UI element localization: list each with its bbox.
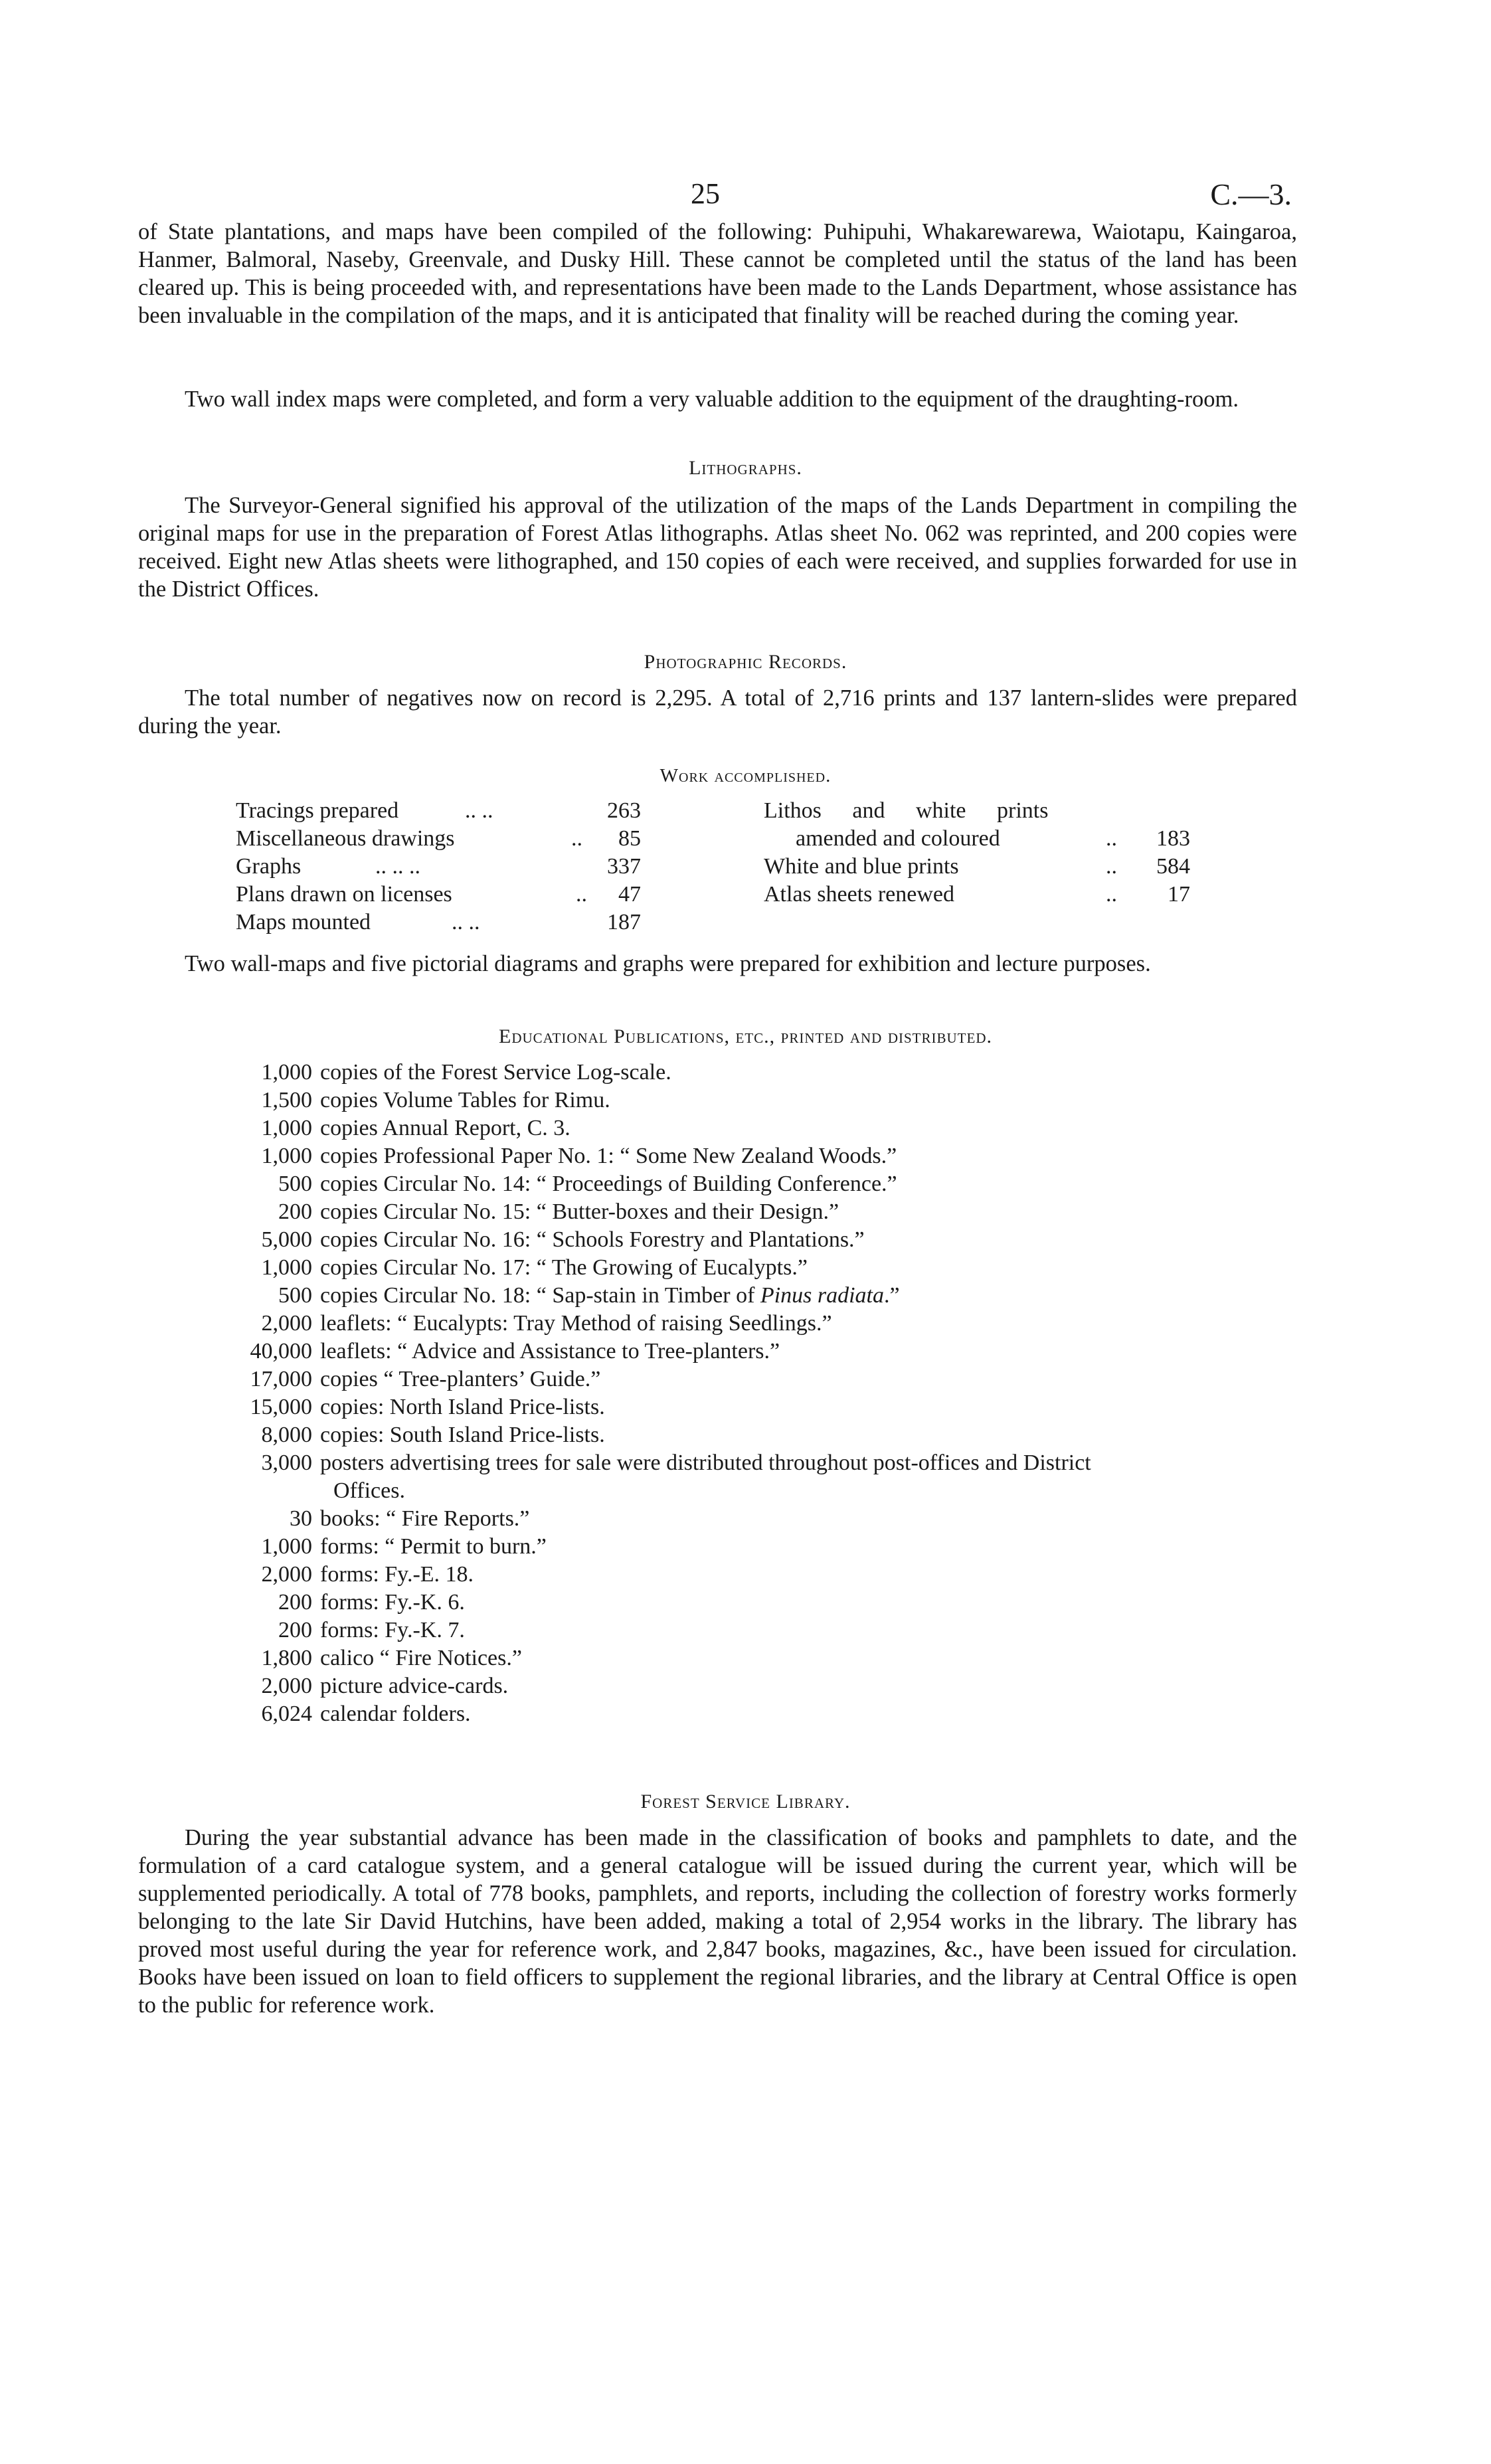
item-text: copies Annual Report, C. 3. <box>320 1116 570 1140</box>
work-label: Lithos and white prints <box>764 798 1049 823</box>
work-label: Maps mounted <box>236 910 371 934</box>
item-text: books: “ Fire Reports.” <box>320 1506 530 1531</box>
leader-dots: .. .. .. <box>375 854 420 879</box>
item-text: calico “ Fire Notices.” <box>320 1646 522 1670</box>
work-table-left <box>236 797 674 936</box>
item-text: copies Circular No. 17: “ The Growing of Eucalypts.” <box>320 1255 808 1280</box>
item-text-continuation: Offices. <box>333 1478 405 1503</box>
list-item <box>199 1644 1302 1672</box>
item-text: copies Professional Paper No. 1: “ Some New Zealand Woods.” <box>320 1144 897 1168</box>
list-item <box>199 1505 1302 1533</box>
item-text: copies Circular No. 16: “ Schools Forestry and Plantations.” <box>320 1227 865 1252</box>
item-text: forms: “ Permit to burn.” <box>320 1534 547 1559</box>
list-item <box>199 1087 1302 1114</box>
list-item <box>199 1170 1302 1198</box>
item-quantity: 500 <box>278 1283 312 1308</box>
work-label: Miscellaneous drawings <box>236 826 455 851</box>
library-heading: Forest Service Library. <box>640 1791 851 1812</box>
item-text: copies: North Island Price-lists. <box>320 1395 605 1419</box>
item-quantity: 5,000 <box>261 1227 312 1252</box>
list-item <box>199 1059 1302 1087</box>
item-text-main: posters advertising trees for sale were distributed throughout post-offices and District <box>320 1451 1091 1475</box>
item-quantity: 6,024 <box>261 1702 312 1726</box>
intro-paragraph-2: Two wall index maps were completed, and form a very valuable addition to the equipment of the draughting-room. <box>185 387 1239 412</box>
list-item <box>199 1365 1302 1393</box>
report-reference: C.—3. <box>1210 177 1292 211</box>
item-text: forms: Fy.-K. 7. <box>320 1618 465 1642</box>
work-label: amended and coloured <box>796 826 1000 851</box>
item-quantity: 200 <box>278 1590 312 1615</box>
leader-dots: .. <box>1106 826 1117 851</box>
item-text: copies Circular No. 15: “ Butter-boxes and their Design.” <box>320 1199 839 1224</box>
intro-paragraph-1: of State plantations, and maps have been compiled of the following: Puhipuhi, Whakarewarewa, Waiotapu, Kaingaroa, Hanmer, Balmoral, Naseby, Greenvale, and Dusky Hill. These cannot be completed until the status of the land has been cleared up. This is being proceeded with, and representations have been made to the Lands Department, whose assistance has been invaluable in the compilation of the maps, and it is anticipated that finality will be reached during the coming year. <box>138 219 1297 328</box>
item-quantity: 200 <box>278 1199 312 1224</box>
work-row <box>236 853 674 881</box>
work-value: 47 <box>618 882 641 907</box>
list-item <box>199 1338 1302 1365</box>
item-quantity: 40,000 <box>250 1339 312 1364</box>
list-item <box>199 1282 1302 1310</box>
list-item <box>199 1114 1302 1142</box>
page-number: 25 <box>691 177 720 210</box>
leader-dots: .. <box>1106 854 1117 879</box>
leader-dots: .. <box>576 882 587 907</box>
list-item <box>199 1561 1302 1589</box>
work-row <box>236 909 674 936</box>
work-label: Graphs <box>236 854 302 879</box>
item-quantity: 30 <box>290 1506 312 1531</box>
item-quantity: 17,000 <box>250 1367 312 1391</box>
item-quantity: 15,000 <box>250 1395 312 1419</box>
work-row <box>236 881 674 909</box>
list-item <box>199 1617 1302 1644</box>
photographic-paragraph: The total number of negatives now on record is 2,295. A total of 2,716 prints and 137 lantern-slides were prepared during the year. <box>138 685 1297 739</box>
item-text: forms: Fy.-K. 6. <box>320 1590 465 1615</box>
publications-list <box>199 1059 1302 1728</box>
item-quantity: 1,500 <box>261 1088 312 1112</box>
leader-dots: .. <box>571 826 582 851</box>
item-text: leaflets: “ Advice and Assistance to Tree-planters.” <box>320 1339 780 1364</box>
work-label: Tracings prepared <box>236 798 399 823</box>
work-heading: Work accomplished. <box>659 765 832 786</box>
item-text: copies “ Tree-planters’ Guide.” <box>320 1367 601 1391</box>
list-item <box>199 1393 1302 1421</box>
list-item <box>199 1533 1302 1561</box>
item-text-main: copies Circular No. 18: “ Sap-stain in Timber of <box>320 1283 755 1308</box>
item-quantity: 1,000 <box>261 1060 312 1085</box>
item-text-italic: Pinus radiata <box>760 1283 884 1308</box>
item-text: picture advice-cards. <box>320 1674 509 1698</box>
item-text-after: .” <box>884 1283 900 1308</box>
item-quantity: 2,000 <box>261 1562 312 1587</box>
item-text <box>320 1282 1302 1310</box>
work-row <box>764 881 1195 909</box>
item-text: copies: South Island Price-lists. <box>320 1423 605 1447</box>
list-item <box>199 1254 1302 1282</box>
work-row <box>236 825 674 853</box>
item-quantity: 1,000 <box>261 1255 312 1280</box>
item-quantity: 1,000 <box>261 1534 312 1559</box>
work-value: 183 <box>1156 826 1190 851</box>
item-quantity: 1,800 <box>261 1646 312 1670</box>
item-quantity: 3,000 <box>261 1451 312 1475</box>
item-quantity: 1,000 <box>261 1116 312 1140</box>
list-item <box>199 1449 1302 1505</box>
list-item <box>199 1589 1302 1617</box>
list-item <box>199 1142 1302 1170</box>
item-text: forms: Fy.-E. 18. <box>320 1562 474 1587</box>
list-item <box>199 1226 1302 1254</box>
item-quantity: 2,000 <box>261 1311 312 1336</box>
list-item <box>199 1672 1302 1700</box>
library-paragraph: During the year substantial advance has been made in the classification of books and pamphlets to date, and the formulation of a card catalogue system, and a general catalogue will be issued during the current year, which will be supplemented periodically. A total of 778 books, pamphlets, and reports, including the collection of forestry works formerly belonging to the late Sir David Hutchins, have been added, making a total of 2,954 works in the library. The library has proved most useful during the year for reference work, and 2,847 books, magazines, &c., have been issued for circulation. Books have been issued on loan to field officers to supplement the regional libraries, and the library at Central Office is open to the public for reference work. <box>138 1825 1297 2018</box>
leader-dots: .. <box>1106 882 1117 907</box>
work-label: Plans drawn on licenses <box>236 882 452 907</box>
work-value: 85 <box>618 826 641 851</box>
list-item <box>199 1198 1302 1226</box>
item-text: copies Circular No. 14: “ Proceedings of Building Conference.” <box>320 1172 897 1196</box>
list-item <box>199 1700 1302 1728</box>
item-quantity: 8,000 <box>261 1423 312 1447</box>
item-text: calendar folders. <box>320 1702 471 1726</box>
item-text: leaflets: “ Eucalypts: Tray Method of raising Seedlings.” <box>320 1311 832 1336</box>
photographic-heading: Photographic Records. <box>644 651 847 673</box>
item-quantity: 1,000 <box>261 1144 312 1168</box>
work-value: 187 <box>607 910 641 934</box>
item-text: copies of the Forest Service Log-scale. <box>320 1060 671 1085</box>
lithographs-paragraph: The Surveyor-General signified his approval of the utilization of the maps of the Lands Department in compiling the original maps for use in the preparation of Forest Atlas lithographs. Atlas sheet No. 062 was reprinted, and 200 copies were received. Eight new Atlas sheets were lithographed, and 150 copies of each were received, and supplies forwarded for use in the District Offices. <box>138 493 1297 602</box>
work-value: 584 <box>1156 854 1190 879</box>
lithographs-heading: Lithographs. <box>689 457 802 479</box>
leader-dots: .. .. <box>465 798 493 823</box>
work-table-right <box>764 797 1195 909</box>
work-value: 17 <box>1168 882 1190 907</box>
work-label: White and blue prints <box>764 854 959 879</box>
work-row <box>236 797 674 825</box>
list-item <box>199 1421 1302 1449</box>
leader-dots: .. .. <box>452 910 480 934</box>
item-quantity: 2,000 <box>261 1674 312 1698</box>
item-text: copies Volume Tables for Rimu. <box>320 1088 610 1112</box>
work-value: 337 <box>607 854 641 879</box>
item-quantity: 200 <box>278 1618 312 1642</box>
work-row <box>764 797 1195 825</box>
educational-heading: Educational Publications, etc., printed and distributed. <box>499 1025 992 1047</box>
work-value: 263 <box>607 798 641 823</box>
work-row <box>764 853 1195 881</box>
work-label: Atlas sheets renewed <box>764 882 955 907</box>
item-text <box>320 1449 1302 1505</box>
item-quantity: 500 <box>278 1172 312 1196</box>
work-row <box>764 825 1195 853</box>
list-item <box>199 1310 1302 1338</box>
work-after-paragraph: Two wall-maps and five pictorial diagrams and graphs were prepared for exhibition and lecture purposes. <box>185 951 1151 976</box>
